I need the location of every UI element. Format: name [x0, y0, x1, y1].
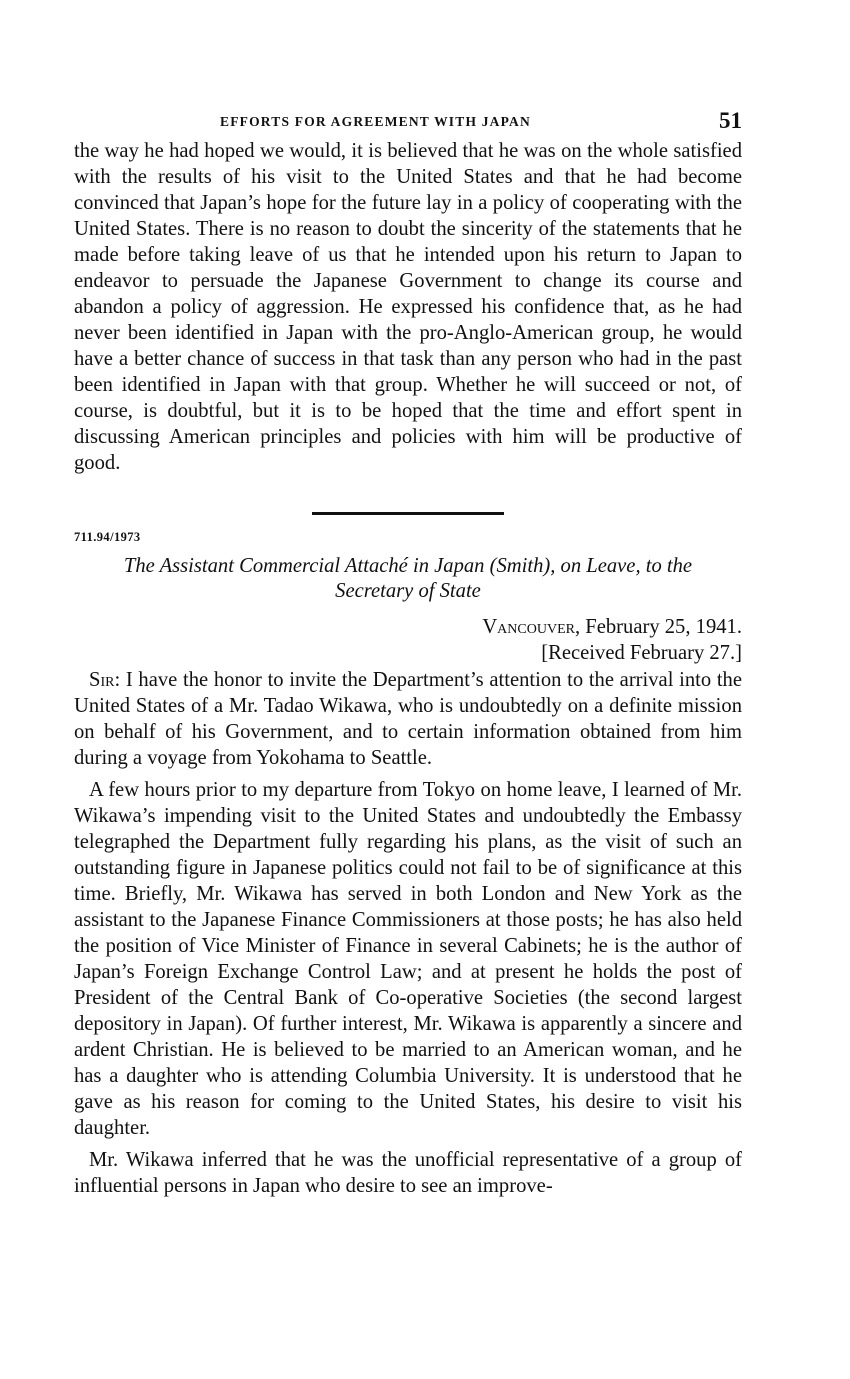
dateline-date: February 25, 1941. — [580, 616, 742, 638]
salutation: Sir: — [89, 669, 121, 691]
running-title: EFFORTS FOR AGREEMENT WITH JAPAN — [220, 114, 531, 129]
page-number: 51 — [719, 108, 742, 133]
received-note: [Received February 27.] — [541, 642, 742, 664]
running-head — [74, 108, 742, 138]
document-title-line-2: Secretary of State — [335, 580, 481, 602]
file-number: 711.94/1973 — [74, 530, 141, 544]
document-page — [74, 108, 742, 1199]
document-title — [74, 554, 742, 604]
dateline-place: Vancouver, — [482, 616, 581, 638]
continuation-paragraph: the way he had hoped we would, it is believed that he was on the whole satisfied with the results of his visit to the United States and that he had become convinced that Japan’s hope for the future lay in a policy of cooperating with the United States. There is no reason to doubt the sincerity of the statements that he made before taking leave of us that he intended upon his return to Japan to endeavor to persuade the Japanese Government to change its course and abandon a policy of aggression. He expressed his confidence that, as he had never been identified in Japan with the pro-Anglo-American group, he would have a better chance of success in that task than any person who had in the past been identified in Japan with that group. Whether he will succeed or not, of course, is doubtful, but it is to be hoped that the time and effort spent in discussing American principles and policies with him will be productive of good. — [74, 140, 742, 474]
dateline — [74, 614, 742, 640]
letter-paragraph-2: A few hours prior to my departure from Tokyo on home leave, I learned of Mr. Wikawa’s impending visit to the United States and undoubtedly the Embassy telegraphed the Department fully regarding his plans, as the visit of such an outstanding figure in Japanese politics could not fail to be of significance at this time. Briefly, Mr. Wikawa has served in both London and New York as the assistant to the Japanese Finance Commissioners at those posts; he has also held the position of Vice Minister of Finance in several Cabinets; he is the author of Japan’s Foreign Exchange Control Law; and at present he holds the post of President of the Central Bank of Co-operative Societies (the second largest depository in Japan). Of further interest, Mr. Wikawa is apparently a sincere and ardent Christian. He is believed to be married to an American woman, and he has a daughter who is attending Columbia University. It is understood that he gave as his reason for coming to the United States, his desire to visit his daughter. — [74, 779, 742, 1139]
letter-paragraph-1 — [74, 667, 742, 771]
letter-paragraph-1-text: I have the honor to invite the Department’s attention to the arrival into the United States of a Mr. Tadao Wikawa, who is undoubtedly on a definite mission on behalf of his Government, and to certain information obtained from him during a voyage from Yokohama to Seattle. — [74, 669, 742, 769]
section-divider — [312, 512, 504, 515]
letter-paragraph-3: Mr. Wikawa inferred that he was the unofficial representative of a group of influential persons in Japan who desire to see an improve- — [74, 1149, 742, 1197]
document-title-line-1: The Assistant Commercial Attaché in Japan (Smith), on Leave, to the — [123, 555, 693, 577]
